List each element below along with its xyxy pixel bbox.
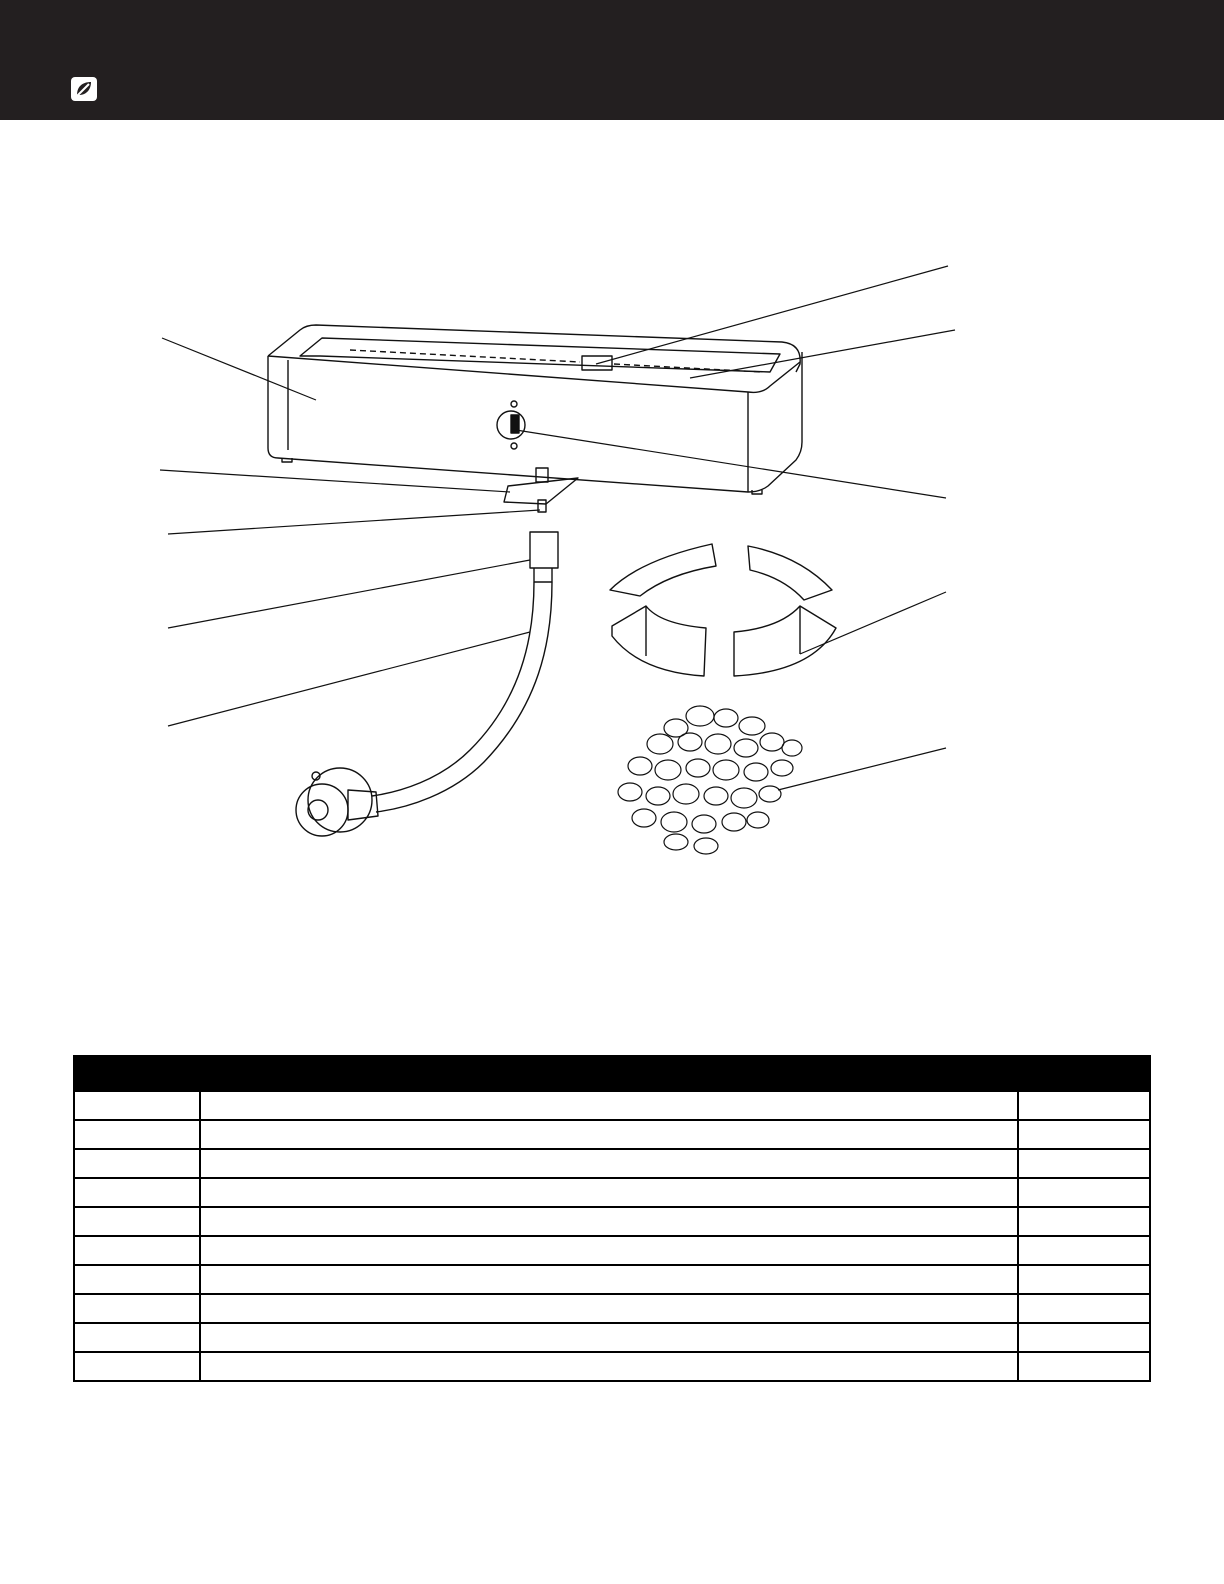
- table-cell: [74, 1120, 200, 1149]
- header-bar: [0, 0, 1224, 120]
- table-cell: [1018, 1207, 1150, 1236]
- column-header: [1018, 1056, 1150, 1091]
- leader-lines: [160, 266, 955, 790]
- regulator: [296, 768, 378, 836]
- table-cell: [200, 1323, 1018, 1352]
- parts-table: [73, 1055, 1151, 1382]
- table-cell: [74, 1352, 200, 1381]
- table-row: [74, 1091, 1150, 1120]
- table-cell: [200, 1236, 1018, 1265]
- gas-hose: [372, 532, 558, 812]
- table-cell: [200, 1352, 1018, 1381]
- table-cell: [74, 1323, 200, 1352]
- fire-bowl-body: [268, 325, 802, 494]
- table-row: [74, 1236, 1150, 1265]
- table-cell: [74, 1265, 200, 1294]
- table-cell: [74, 1236, 200, 1265]
- table-row: [74, 1294, 1150, 1323]
- table-cell: [200, 1120, 1018, 1149]
- table-cell: [1018, 1323, 1150, 1352]
- table-cell: [1018, 1352, 1150, 1381]
- table-row: [74, 1120, 1150, 1149]
- lava-rocks: [618, 706, 802, 854]
- leaf-icon: [70, 76, 98, 102]
- table-cell: [74, 1149, 200, 1178]
- table-cell: [1018, 1149, 1150, 1178]
- table-cell: [1018, 1265, 1150, 1294]
- table-cell: [200, 1091, 1018, 1120]
- table-row: [74, 1178, 1150, 1207]
- table-cell: [200, 1207, 1018, 1236]
- table-row: [74, 1265, 1150, 1294]
- table-cell: [200, 1265, 1018, 1294]
- column-header: [74, 1056, 200, 1091]
- table-cell: [74, 1091, 200, 1120]
- table-row: [74, 1207, 1150, 1236]
- column-header: [200, 1056, 1018, 1091]
- table-row: [74, 1323, 1150, 1352]
- table-cell: [1018, 1236, 1150, 1265]
- table-cell: [74, 1178, 200, 1207]
- table-cell: [1018, 1294, 1150, 1323]
- ring-segments: [610, 544, 836, 676]
- table-cell: [200, 1294, 1018, 1323]
- table-cell: [74, 1294, 200, 1323]
- table-cell: [200, 1149, 1018, 1178]
- table-cell: [1018, 1120, 1150, 1149]
- parts-diagram: [0, 240, 1224, 880]
- table-row: [74, 1149, 1150, 1178]
- table-cell: [1018, 1091, 1150, 1120]
- table-header-row: [74, 1056, 1150, 1091]
- table-cell: [200, 1178, 1018, 1207]
- table-cell: [1018, 1178, 1150, 1207]
- table-row: [74, 1352, 1150, 1381]
- table-cell: [74, 1207, 200, 1236]
